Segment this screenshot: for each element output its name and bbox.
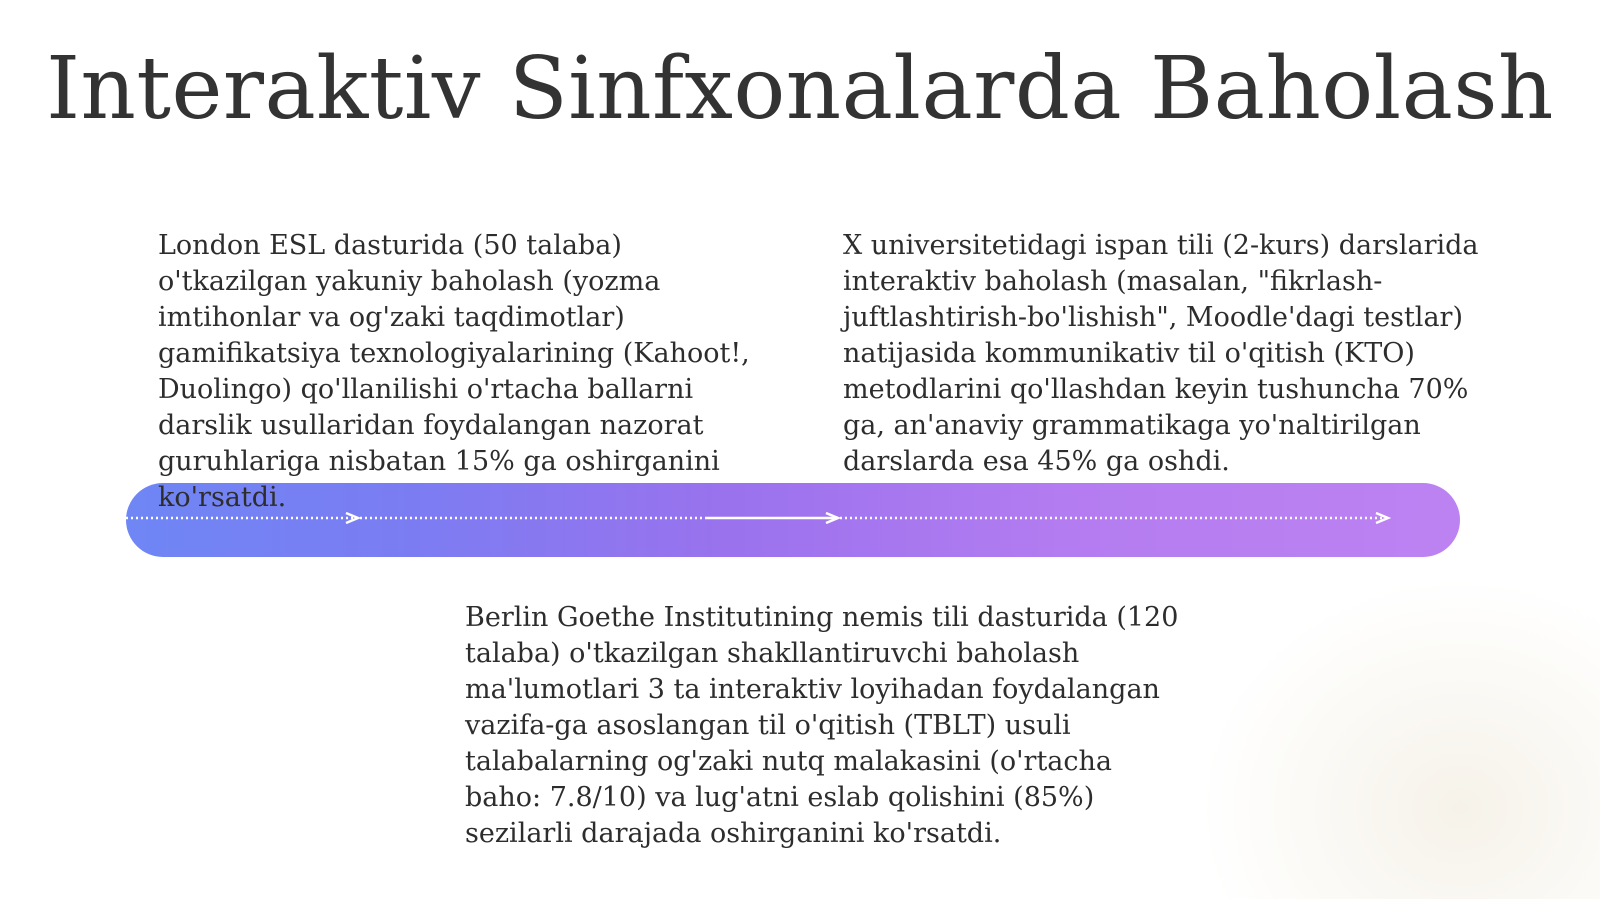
background-glow (1200, 579, 1600, 899)
timeline-item-london: London ESL dasturida (50 talaba) o'tkazilgan yakuniy baholash (yozma imtihonlar va og'zaki taqdimotlar) gamifikatsiya texnologiyalarining (Kahoot!, Duolingo) qo'llanilishi o'rtacha ballarni darslik usullaridan foydalangan nazorat guruhlariga nisbatan 15% ga oshirganini ko'rsatdi. (158, 230, 750, 513)
slide-title: Interaktiv Sinfxonalarda Baholash (46, 39, 1554, 139)
timeline-item-university: X universitetidagi ispan tili (2-kurs) darslarida interaktiv baholash (masalan, "fikrlash-juftlashtirish-bo'lishish", Moodle'dagi testlar) natijasida kommunikativ til o'qitish (KTO) metodlarini qo'llashdan keyin tushuncha 70% ga, an'anaviy grammatikaga yo'naltirilgan darslarda esa 45% ga oshdi. (843, 230, 1479, 477)
timeline-item-berlin: Berlin Goethe Institutining nemis tili dasturida (120 talaba) o'tkazilgan shakllantiruvchi baholash ma'lumotlari 3 ta interaktiv loyihadan foydalangan vazifa-ga asoslangan til o'qitish (TBLT) usuli talabalarning og'zaki nutq malakasini (o'rtacha baho: 7.8/10) va lug'atni eslab qolishini (85%) sezilarli darajada oshirganini ko'rsatdi. (465, 602, 1179, 849)
